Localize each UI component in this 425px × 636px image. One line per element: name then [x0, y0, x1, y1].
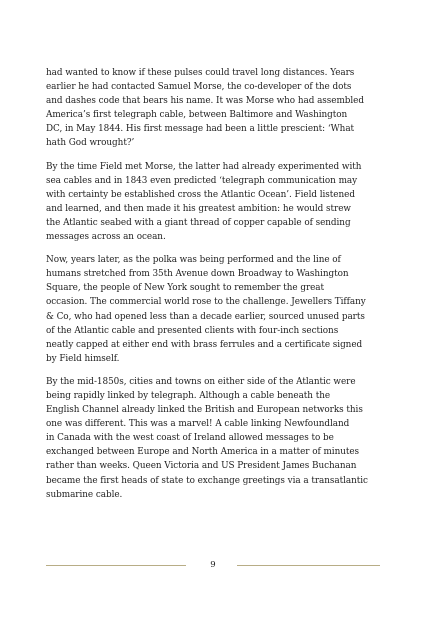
- footer-rule-right: [237, 565, 380, 566]
- text-line: By the mid-1850s, cities and towns on either side of the Atlantic were: [46, 376, 356, 387]
- text-line: neatly capped at either end with brass ferrules and a certificate signed: [46, 339, 363, 350]
- text-line: DC, in May 1844. His first message had been a little prescient: ‘What: [46, 124, 355, 135]
- body-text: [46, 66, 382, 511]
- text-line: by Field himself.: [46, 353, 120, 364]
- footer-rule-left: [46, 565, 186, 566]
- text-line: exchanged between Europe and North America in a matter of minutes: [46, 447, 360, 458]
- text-line: hath God wrought?’: [46, 138, 135, 149]
- text-line: and dashes code that bears his name. It was Morse who had assembled: [46, 96, 364, 107]
- text-line: the Atlantic seabed with a giant thread of copper capable of sending: [46, 217, 351, 228]
- text-line: in Canada with the west coast of Ireland allowed messages to be: [46, 433, 334, 444]
- text-line: being rapidly linked by telegraph. Although a cable beneath the: [46, 390, 331, 401]
- paragraph-2: [46, 160, 382, 245]
- text-line: had wanted to know if these pulses could travel long distances. Years: [46, 68, 355, 78]
- text-line: Square, the people of New York sought to remember the great: [46, 283, 325, 294]
- text-line: Now, years later, as the polka was being performed and the line of: [46, 255, 341, 266]
- paragraph-1: [46, 66, 382, 151]
- text-line: and learned, and then made it his greatest ambition: he would strew: [46, 203, 351, 214]
- text-line: with certainty be established cross the Atlantic Ocean’. Field listened: [46, 189, 355, 200]
- text-line: English Channel already linked the British and European networks this: [46, 405, 363, 416]
- paragraph-3: [46, 253, 382, 366]
- text-line: occasion. The commercial world rose to the challenge. Jewellers Tiffany: [46, 297, 366, 308]
- page-footer: [46, 558, 380, 574]
- text-line: one was different. This was a marvel! A cable linking Newfoundland: [46, 419, 350, 430]
- text-line: rather than weeks. Queen Victoria and US President James Buchanan: [46, 461, 357, 472]
- text-line: submarine cable.: [46, 489, 123, 500]
- text-line: became the first heads of state to exchange greetings via a transatlantic: [46, 475, 368, 486]
- text-line: humans stretched from 35th Avenue down Broadway to Washington: [46, 269, 349, 280]
- page-number: 9: [210, 560, 216, 570]
- text-line: of the Atlantic cable and presented clients with four-inch sections: [46, 325, 339, 336]
- paragraph-4: [46, 375, 382, 502]
- text-line: sea cables and in 1843 even predicted ‘telegraph communication may: [46, 175, 358, 186]
- text-line: & Co, who had opened less than a decade earlier, sourced unused parts: [46, 311, 365, 322]
- text-line: By the time Field met Morse, the latter had already experimented with: [46, 161, 362, 172]
- text-line: America’s first telegraph cable, between Baltimore and Washington: [46, 110, 348, 121]
- text-line: messages across an ocean.: [46, 232, 166, 243]
- text-line: earlier he had contacted Samuel Morse, the co-developer of the dots: [46, 82, 352, 93]
